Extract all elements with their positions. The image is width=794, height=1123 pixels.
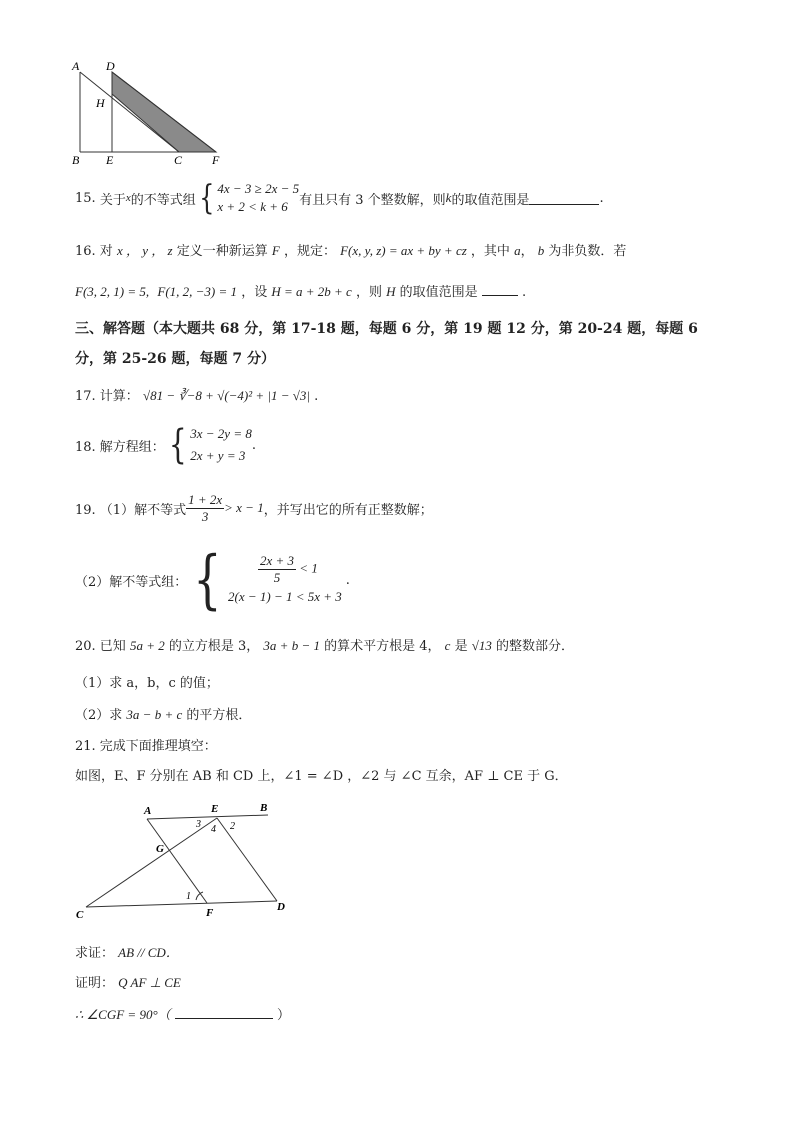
question-21-given: 如图，E、F 分别在 AB 和 CD 上，∠1 = ∠D ，∠2 与 ∠C 互余，AF ⊥ CE 于 G． xyxy=(75,769,568,784)
label-D: D xyxy=(277,901,285,913)
answer-blank[interactable] xyxy=(529,192,599,205)
angle-2: 2 xyxy=(230,821,235,832)
label-H: H xyxy=(96,96,105,110)
question-20: 20. 已知 5a + 2 的立方根是 3， 3a + b − 1 的算术平方根是 4， c 是 √13 的整数部分． xyxy=(75,638,575,654)
question-19-part2: （2）解不等式组： { $\frac{2x + 3}{5}$ < 1 2(x − 1) − 1 < 5x + 3 . xyxy=(75,543,350,617)
label-C: C xyxy=(76,909,84,921)
angle-4: 4 xyxy=(211,824,216,835)
proof-step-1: 证明： Q AF ⊥ CE xyxy=(75,975,181,991)
label-F: F xyxy=(206,907,214,919)
angle-3: 3 xyxy=(196,819,201,830)
section-heading: 三、解答题（本大题共 68 分，第 17-18 题，每题 6 分，第 19 题 12 分，第 20-24 题，每题 6 xyxy=(75,321,698,337)
section-heading-cont: 分，第 25-26 题，每题 7 分） xyxy=(75,351,276,367)
label-B: B xyxy=(72,153,80,167)
label-B: B xyxy=(260,802,268,814)
brace: { xyxy=(193,543,222,617)
question-16-line1: 16. 对 x ， y ， z 定义一种新运算 F ，规定： F(x, y, z) = ax + by + cz ，其中 a， b 为非负数．若 xyxy=(75,243,627,259)
label-C: C xyxy=(174,153,183,167)
angle-1: 1 xyxy=(186,891,191,902)
question-18: 18. 解方程组： { 3x − 2y = 8 2x + y = 3 . xyxy=(75,422,256,468)
question-16-line2: F(3, 2, 1) = 5, F(1, 2, −3) = 1 ，设 H = a + 2b + c ，则 H 的取值范围是 . xyxy=(75,284,527,300)
brace: { xyxy=(198,178,215,218)
label-D: D xyxy=(106,59,115,73)
label-A: A xyxy=(72,59,80,73)
proof-step-2: ∴ ∠CGF = 90°（ ） xyxy=(75,1007,290,1023)
question-21: 21. 完成下面推理填空： xyxy=(75,739,217,754)
question-15: 15. 关于 x 的不等式组 { 4x − 3 ≥ 2x − 5 x + 2 < k + 6 有且只有 3 个整数解，则 k 的取值范围是 . xyxy=(75,178,604,218)
label-G: G xyxy=(156,843,164,855)
label-F: F xyxy=(212,153,220,167)
reason-blank[interactable] xyxy=(175,1006,273,1019)
question-19-part1: 19. （1）解不等式 $\frac{1 + 2x}{3}$ > x − 1 ，并写出它的所有正整数解； xyxy=(75,491,433,524)
prove-statement: 求证： AB // CD． xyxy=(75,945,179,961)
label-E: E xyxy=(211,803,219,815)
question-17: 17. 计算： √81 − ∛−8 + √(−4)² + |1 − √3| . xyxy=(75,388,319,404)
question-20-part1: （1）求 a，b，c 的值； xyxy=(75,676,219,691)
triangle-figure xyxy=(66,56,236,168)
label-A: A xyxy=(144,805,152,817)
question-20-part2: （2）求 3a − b + c 的平方根． xyxy=(75,707,252,723)
label-E: E xyxy=(106,153,114,167)
answer-blank[interactable] xyxy=(482,283,518,296)
parallel-lines-figure xyxy=(72,800,292,922)
brace: { xyxy=(168,422,187,468)
